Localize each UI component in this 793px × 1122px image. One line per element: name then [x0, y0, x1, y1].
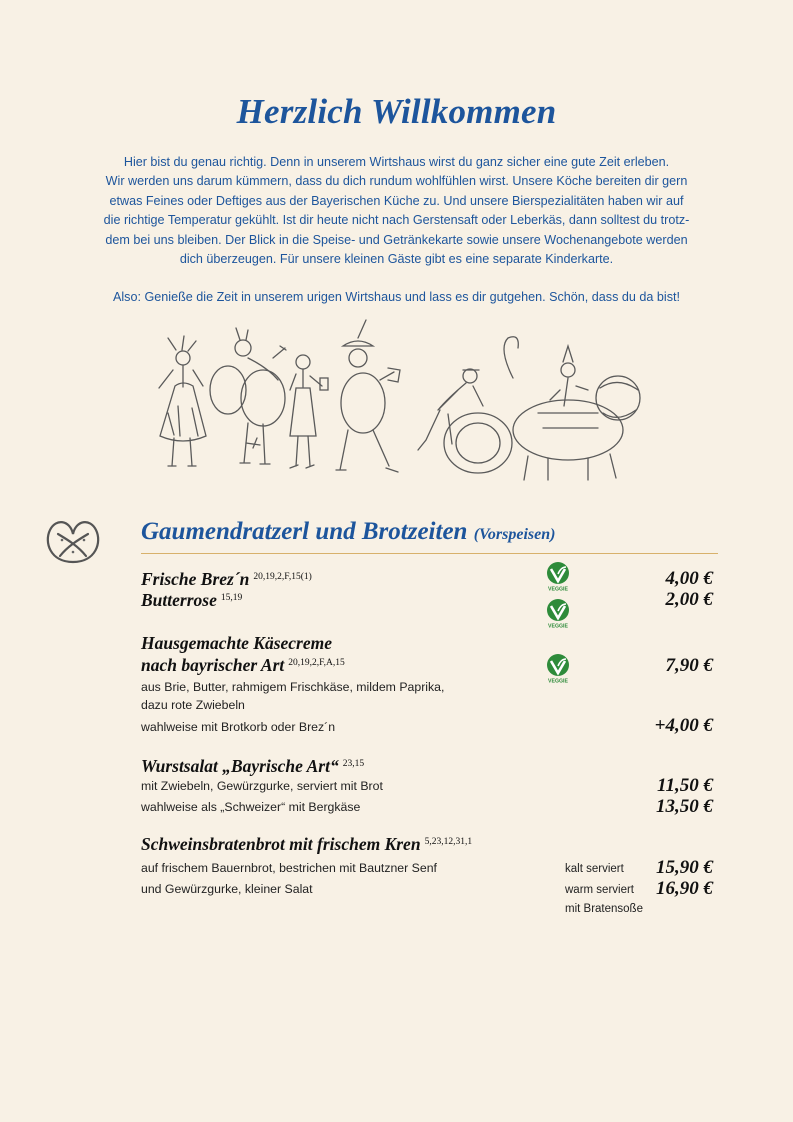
bavarian-figures-illustration: [148, 318, 653, 490]
menu-item-wurstsalat-name: [141, 756, 364, 777]
intro-line: dem bei uns bleiben. Der Blick in die Speise- und Getränkekarte sowie unsere Wochenangebote werden: [105, 232, 688, 247]
variant-warm-price: 16,90 €: [656, 878, 713, 899]
intro-line: dich überzeugen. Für unsere kleinen Gäste gibt es eine separate Kinderkarte.: [179, 252, 614, 267]
waitress-sketch: [290, 355, 328, 468]
menu-item-kaesecreme-option: wahlweise mit Brotkorb oder Brez´n: [141, 720, 336, 734]
section-subtitle: (Vorspeisen): [473, 526, 556, 543]
menu-item-butterrose-name: [141, 590, 242, 611]
menu-item-schweinsbraten-desc-line2: und Gewürzgurke, kleiner Salat: [141, 882, 313, 896]
barrel-pusher-sketch: [418, 369, 512, 473]
section-title-text: Gaumendratzerl und Brotzeiten: [141, 518, 468, 545]
variant-warm-note: mit Bratensoße: [565, 903, 643, 915]
menu-item-butterrose-price: 2,00 €: [665, 589, 713, 610]
veggie-icon: [543, 653, 573, 684]
section-divider: [141, 553, 718, 554]
menu-item-name: Frische Brez´n: [141, 569, 250, 589]
intro-closing: Also: Genieße die Zeit in unserem urigen Wirtshaus und lass es dir gutgehen. Schön, dass du da bist!: [112, 290, 681, 305]
page-title: Herzlich Willkommen: [236, 92, 557, 131]
menu-item-kaesecreme-price: 7,90 €: [665, 655, 713, 676]
menu-item-wurstsalat-desc: mit Zwiebeln, Gewürzgurke, serviert mit Brot: [141, 779, 383, 793]
veggie-label: VEGGIE: [548, 623, 568, 629]
veggie-label: VEGGIE: [548, 678, 568, 684]
allergen-codes: 20,19,2,F,A,15: [288, 658, 345, 668]
menu-item-kaesecreme-desc-line1: aus Brie, Butter, rahmigem Frischkäse, mildem Paprika,: [141, 680, 445, 694]
intro-paragraph: [60, 153, 733, 269]
intro-line: etwas Feines oder Deftiges aus der Bayerischen Küche zu. Und unsere Bierspezialitäten haben wir auf: [109, 193, 684, 208]
intro-text: [60, 153, 733, 308]
menu-item-wurstsalat-option-price: 13,50 €: [656, 796, 713, 817]
veggie-icon: [543, 561, 573, 592]
intro-line: die richtige Temperatur gekühlt. Ist dir heute nicht nach Gerstensaft oder Leberkäs, dann solltest du trotz-: [103, 213, 690, 228]
veggie-icon: [543, 598, 573, 629]
variant-warm-label: warm serviert: [565, 884, 635, 896]
allergen-codes: 5,23,12,31,1: [424, 837, 473, 847]
menu-item-kaesecreme-name-line1: Hausgemachte Käsecreme: [141, 633, 333, 653]
allergen-codes: 15,19: [220, 593, 243, 603]
menu-item-name: Schweinsbratenbrot mit frischem Kren: [141, 834, 421, 854]
menu-item-kaesecreme-name-line2: [141, 655, 345, 676]
menu-item-name: Wurstsalat „Bayrische Art“: [141, 756, 339, 776]
allergen-codes: 20,19,2,F,15(1): [253, 572, 312, 582]
variant-cold-label: kalt serviert: [565, 863, 624, 875]
section-title: [141, 518, 555, 546]
veggie-label: VEGGIE: [548, 586, 568, 592]
dirndl-woman-sketch: [159, 336, 206, 466]
intro-line: Wir werden uns darum kümmern, dass du dich rundum wohlfühlen wirst. Unsere Köche bereiten dir gern: [105, 174, 688, 189]
menu-item-name: Butterrose: [141, 590, 217, 610]
variant-cold-price: 15,90 €: [656, 857, 713, 878]
menu-item-kaesecreme-desc-line2: dazu rote Zwiebeln: [141, 698, 245, 712]
menu-item-name: nach bayrischer Art: [141, 655, 285, 675]
allergen-codes: 23,15: [342, 759, 365, 769]
menu-item-brezn-name: [141, 569, 312, 590]
menu-item-kaesecreme-option-price: +4,00 €: [654, 715, 713, 736]
tuba-man-sketch: [210, 328, 286, 464]
menu-item-wurstsalat-price: 11,50 €: [657, 775, 713, 796]
menu-item-wurstsalat-option: wahlweise als „Schweizer“ mit Bergkäse: [141, 800, 361, 814]
menu-item-brezn-price: 4,00 €: [665, 568, 713, 589]
hat-man-sketch: [336, 320, 400, 472]
menu-item-schweinsbraten-desc-line1: auf frischem Bauernbrot, bestrichen mit Bautzner Senf: [141, 861, 437, 875]
menu-item-schweinsbraten-name: [141, 834, 472, 855]
intro-line: Hier bist du genau richtig. Denn in unserem Wirtshaus wirst du ganz sicher eine gute Zeit erleben.: [123, 155, 670, 169]
pretzel-icon: [42, 512, 104, 568]
lion-rider-sketch: [504, 337, 640, 480]
